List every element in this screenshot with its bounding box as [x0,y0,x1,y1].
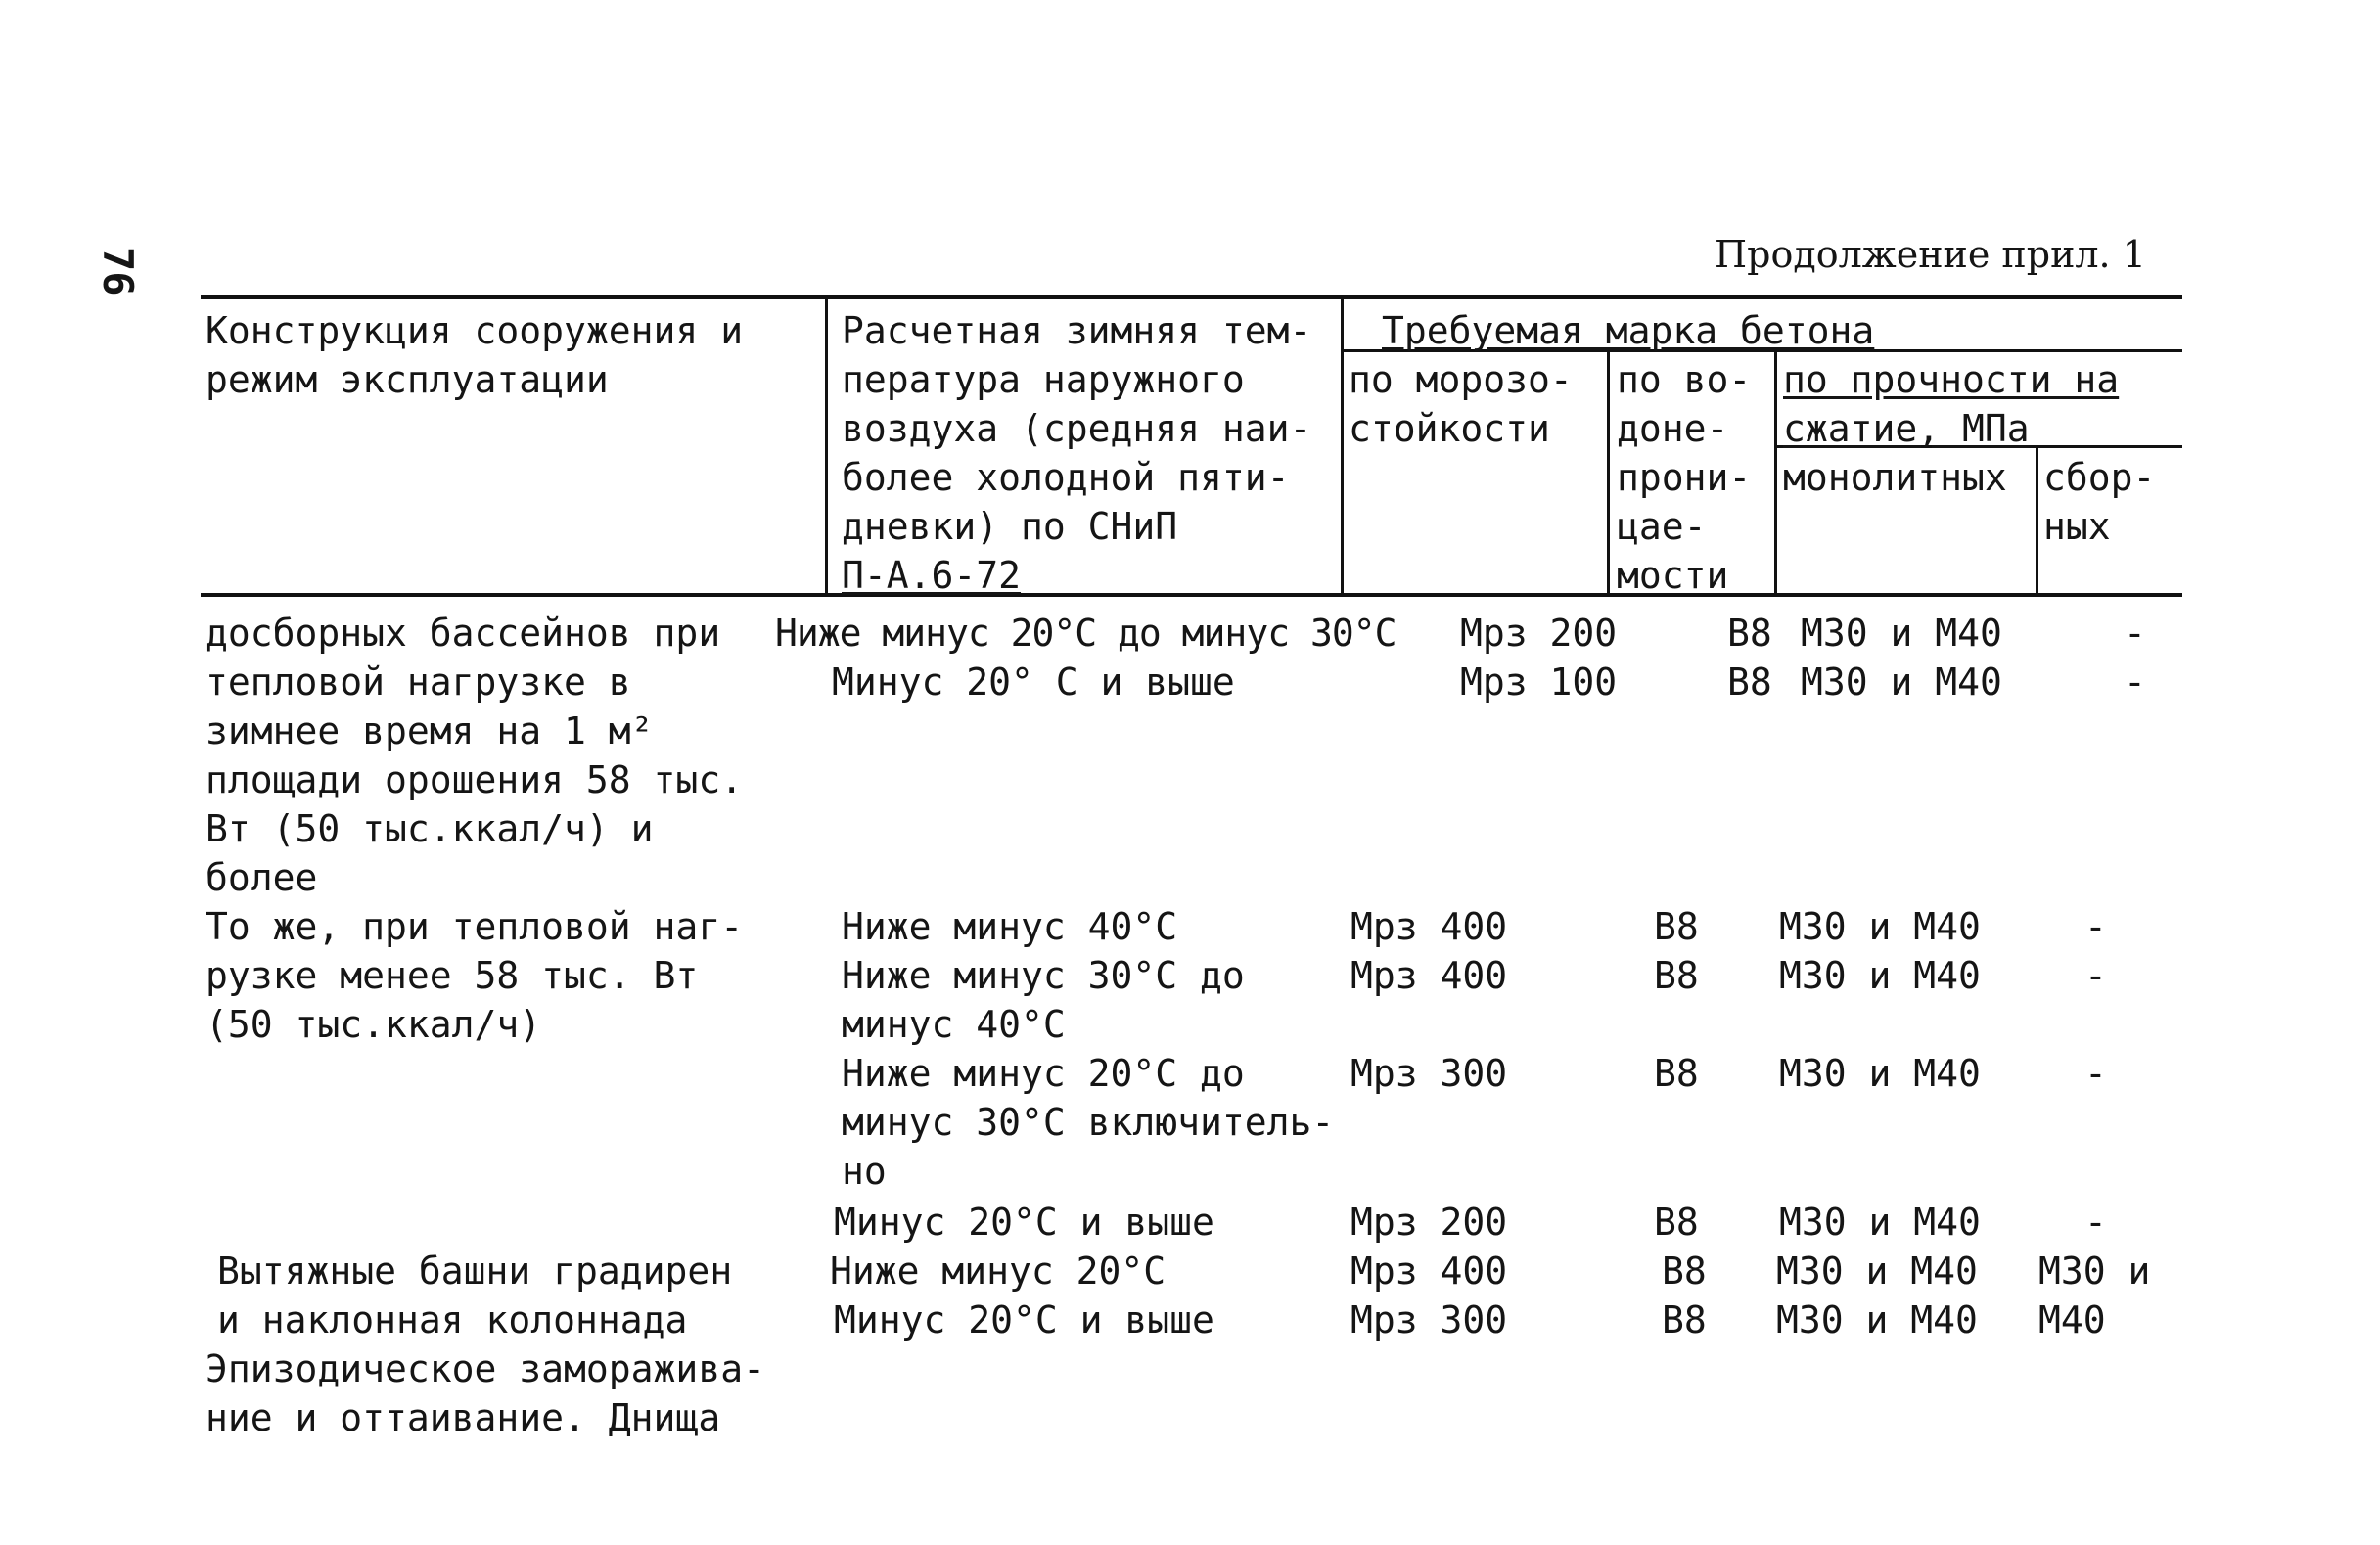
row2-mono-1: М30 и М40 [1779,905,1981,948]
row3-water-1: В8 [1662,1250,1707,1293]
row2-temp-1: Ниже минус 40°С [842,905,1178,948]
row3-prefab-1: М30 и [2038,1250,2151,1293]
row3-mono-1: М30 и М40 [1776,1250,1978,1293]
row3-temp-1: Ниже минус 20°С [830,1250,1167,1293]
table-top-rule [201,295,2182,299]
row2-prefab-3: - [2084,1052,2107,1095]
row3-temp-2: Минус 20°С и выше [834,1298,1214,1341]
continuation-label: Продолжение прил. 1 [1715,233,2146,276]
row1-prefab-2: - [2124,660,2146,704]
row2-mono-2: М30 и М40 [1779,954,1981,997]
row2-prefab-2: - [2084,954,2107,997]
row1-structure: досборных бассейнов при тепловой нагрузке в зимнее время на 1 м² площади орошения 58 тыс. Вт (50 тыс.ккал/ч) и более [206,612,744,899]
row2-mono-3: М30 и М40 [1779,1052,1981,1095]
row2-temp-2: Ниже минус 30°С до минус 40°С [842,954,1245,1046]
row2-frost-2: Мрз 400 [1350,954,1508,997]
row2-water-1: В8 [1654,905,1699,948]
header-prefab: сбор- ных [2043,456,2156,548]
row1-frost-2: Мрз 100 [1460,660,1618,704]
header-temperature: Расчетная зимняя тем- пература наружного воздуха (средняя наи- более холодной пяти- дневки) по СНиП П-А.6-72 [842,309,1312,597]
row2-frost-3: Мрз 300 [1350,1052,1508,1095]
row3-mono-2: М30 и М40 [1776,1298,1978,1341]
vline-3 [1607,349,1610,593]
row2-mono-4: М30 и М40 [1779,1201,1981,1244]
row1-prefab-1: - [2124,612,2146,655]
header-structure: Конструкция сооружения и режим эксплуатации [206,309,744,401]
row4-structure: Эпизодическое заморажива- ние и оттаивание. Днища [206,1347,765,1439]
row1-temp-1: Ниже минус 20°С до минус 30°С [775,612,1396,655]
row2-frost-4: Мрз 200 [1350,1201,1508,1244]
row2-frost-1: Мрз 400 [1350,905,1508,948]
vline-5 [2036,445,2038,593]
page-number: 76 [94,247,142,296]
row3-frost-2: Мрз 300 [1350,1298,1508,1341]
row1-mono-1: М30 и М40 [1801,612,2002,655]
row1-frost-1: Мрз 200 [1460,612,1618,655]
row1-water-1: В8 [1727,612,1772,655]
vline-1 [825,295,828,593]
header-required-grade: Требуемая марка бетона [1382,309,1875,352]
row2-water-3: В8 [1654,1052,1699,1095]
header-water: по во- доне- прони- цае- мости [1617,358,1752,597]
header-frost: по морозо- стойкости [1349,358,1573,450]
vline-2 [1341,295,1344,593]
row1-mono-2: М30 и М40 [1801,660,2002,704]
row2-prefab-1: - [2084,905,2107,948]
row3-water-2: В8 [1662,1298,1707,1341]
row2-temp-4: Минус 20°С и выше [834,1201,1214,1244]
row3-frost-1: Мрз 400 [1350,1250,1508,1293]
row2-water-2: В8 [1654,954,1699,997]
vline-4 [1774,349,1777,593]
row1-water-2: В8 [1727,660,1772,704]
header-monolithic: монолитных [1783,456,2007,499]
row2-water-4: В8 [1654,1201,1699,1244]
row1-temp-2: Минус 20° С и выше [832,660,1235,704]
row2-prefab-4: - [2084,1201,2107,1244]
header-strength: по прочности на сжатие, МПа [1783,358,2120,450]
row3-structure: Вытяжные башни градирен и наклонная колоннада [217,1250,733,1341]
row2-temp-3: Ниже минус 20°С до минус 30°С включитель- но [842,1052,1335,1193]
row3-prefab-2: М40 [2038,1298,2106,1341]
row2-structure: То же, при тепловой наг- рузке менее 58 тыс. Вт (50 тыс.ккал/ч) [206,905,744,1046]
